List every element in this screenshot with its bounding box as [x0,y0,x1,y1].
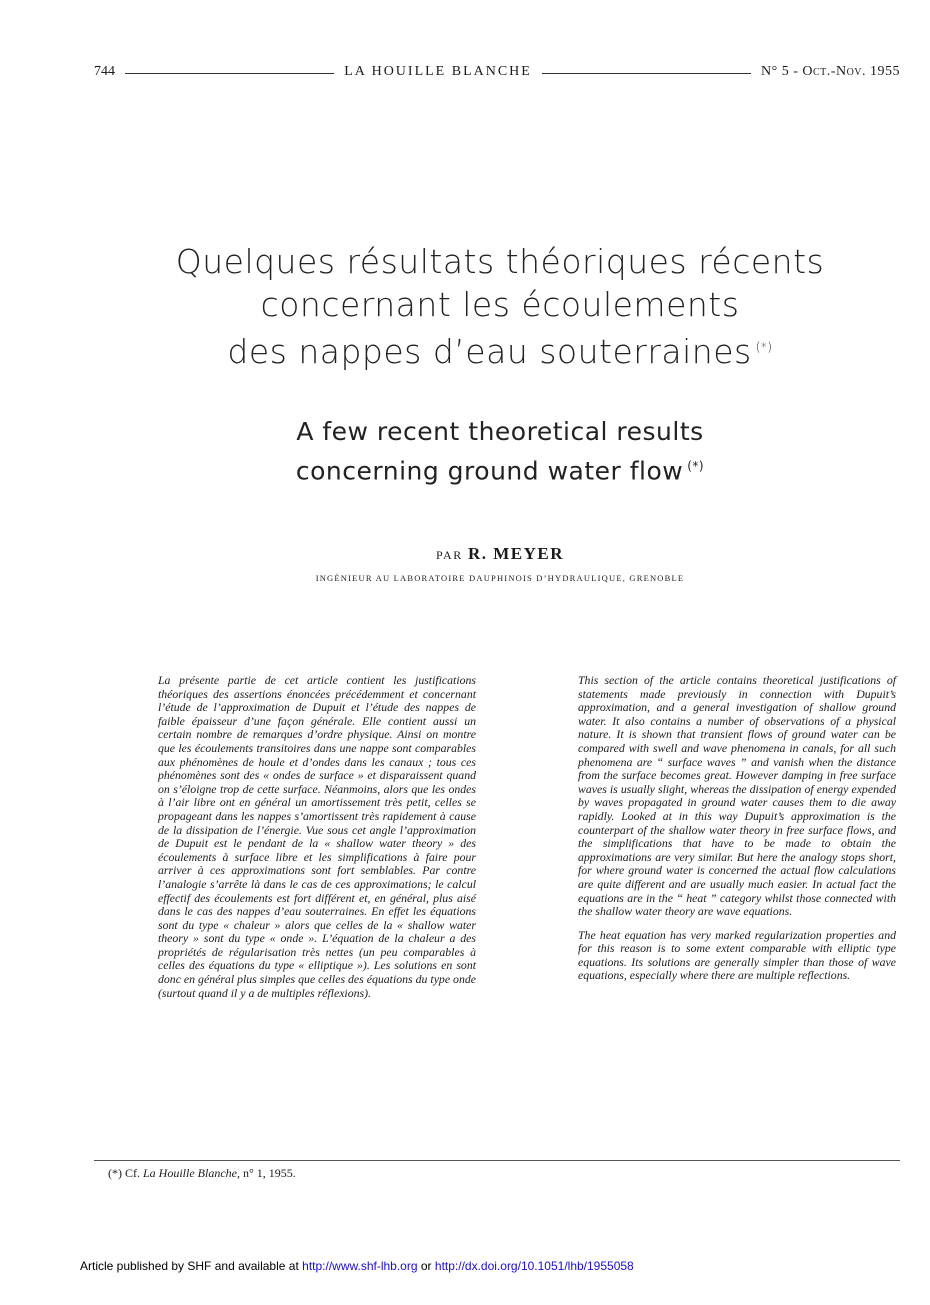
journal-name: LA HOUILLE BLANCHE [344,64,532,79]
title-french-line-3-text: des nappes d’eau souterraines [227,332,752,371]
abstract-english-paragraph-1: This section of the article contains theoretical justifications of statements made previously in connection with Dupuit’s approximation, and a general investigation of shallow ground water. It also contains a number of observations of a physical nature. It is shown that transient flows of ground water can be compared with swell and wave phenomena in canals, for all such phenomena are “ surface waves ” and vanish when the distance from the surface becomes great. However damping in free surface waves is usually slight, whereas the dissipation of energy expended by waves propagated in ground water causes them to die away rapidly. Looked at in this way Dupuit’s approximation is the counterpart of the shallow water theory in free surface flows, and the simplifications that have to be made to obtain the approximations are very similar. But here the analogy stops short, for where ground water is concerned the actual flow calculations are quite different and are usually much easier. In actual fact the equations are in the “ heat ” category whilst those connected with the shallow water theory are wave equations. [578,673,896,919]
footnote-mark: (*) [108,1166,122,1180]
title-french-line-2: concernant les écoulements [260,285,740,324]
title-english-line-2-text: concerning ground water flow [295,456,684,486]
footnote-rule [94,1160,900,1161]
abstract-french-paragraph: La présente partie de cet article contient les justifications théoriques des assertions énoncées précédemment et concernant l’étude de l’approximation de Dupuit et l’étude des nappes de faible épaisseur d’une façon générale. Elle contient aussi un certain nombre de remarques d’ordre physique. Ainsi on montre que les écoulements transitoires dans une nappe sont comparables aux phénomènes de houle et d’ondes dans les canaux ; tous ces phénomènes sont des « ondes de surface » et disparaissent quand on s’éloigne trop de cette surface. Néanmoins, alors que les ondes à l’air libre ont en général un amortissement très petit, celles se propageant dans les nappes s’amortissent très rapidement à cause de la dissipation de l’énergie. Vue sous cet angle l’approximation de Dupuit est le pendant de la « shallow water theory » des écoulements à surface libre et les simplifications à faire pour arriver à ces approximations sont fort semblables. Par contre l’analogie s’arrête là dans le cas de ces approximations; le calcul effectif des écoulements est fort différent et, en général, plus aisé dans le cas des nappes d’eau souterraines. En effet les équations sont du type « chaleur » alors que celles de la « shallow water theory » sont du type « onde ». L’équation de la chaleur a des propriétés de régularisation très nettes (un peu comparables à celles des équations du type « elliptique »). Les solutions en sont donc en général plus simples que celles des équations du type onde (surtout quand il y a de multiples réflexions). [158,673,476,1000]
footnote-reference: n° 1, 1955. [242,1166,296,1180]
title-french-line-3 [120,326,880,373]
footnote-journal: La Houille Blanche, [143,1166,240,1180]
abstract-english [578,674,896,983]
issue-info: N° 5 - Oct.-Nov. 1955 [761,64,901,79]
author-affiliation: INGÉNIEUR AU LABORATOIRE DAUPHINOIS D’HYDRAULIQUE, GRENOBLE [315,573,685,583]
title-french-footnote-mark: (*) [755,340,773,354]
title-french [120,240,880,373]
title-english-footnote-mark: (*) [687,459,705,473]
author-name: R. MEYER [467,544,565,563]
byline-prefix: PAR [435,548,463,562]
abstract-english-paragraph-2: The heat equation has very marked regularization properties and for this reason is to some extent comparable with elliptic type equations. Its solutions are generally simpler than those of wave equations, especially where there are multiple reflections. [578,927,896,983]
byline [300,544,700,564]
publication-note [80,1259,860,1273]
shf-lhb-link[interactable]: http://www.shf-lhb.org [302,1259,418,1273]
header-rule-left [125,73,334,74]
title-english-line-2 [180,449,820,488]
publication-note-text: Article published by SHF and available at [80,1259,299,1273]
page-number: 744 [94,64,115,79]
footnote-prefix: Cf. [125,1166,140,1180]
title-english-line-1: A few recent theoretical results [296,417,704,446]
footnote [108,1166,608,1181]
running-header [94,60,900,84]
title-english [180,414,820,488]
abstract-french [158,674,476,1000]
doi-link[interactable]: http://dx.doi.org/10.1051/lhb/1955058 [434,1259,634,1273]
header-rule-right [542,73,751,74]
publication-note-or: or [420,1259,432,1273]
title-french-line-1: Quelques résultats théoriques récents [175,242,825,281]
